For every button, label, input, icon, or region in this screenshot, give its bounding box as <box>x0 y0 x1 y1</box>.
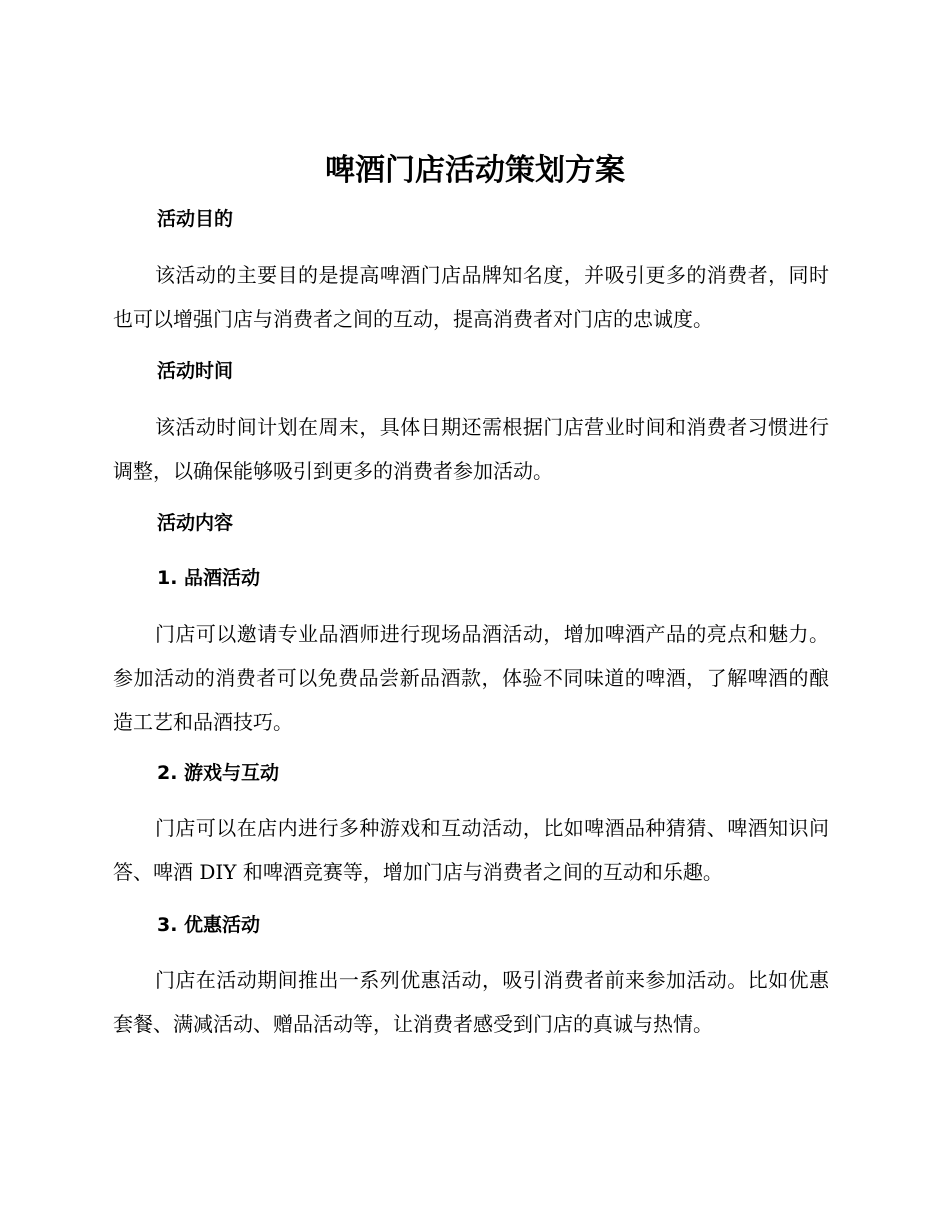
section-heading-purpose: 活动目的 <box>157 208 234 230</box>
section-paragraph-time: 该活动时间计划在周末，具体日期还需根据门店营业时间和消费者习惯进行调整，以确保能够吸引到更多的消费者参加活动。 <box>113 415 829 483</box>
section-heading-games: 2. 游戏与互动 <box>157 762 280 784</box>
document-title: 啤酒门店活动策划方案 <box>325 153 625 188</box>
section-heading-time: 活动时间 <box>157 360 234 382</box>
section-heading-tasting: 1. 品酒活动 <box>157 567 261 589</box>
section-paragraph-purpose: 该活动的主要目的是提高啤酒门店品牌知名度，并吸引更多的消费者，同时也可以增强门店与消费者之间的互动，提高消费者对门店的忠诚度。 <box>113 263 829 331</box>
section-paragraph-discounts: 门店在活动期间推出一系列优惠活动，吸引消费者前来参加活动。比如优惠套餐、满减活动、赠品活动等，让消费者感受到门店的真诚与热情。 <box>113 968 829 1036</box>
section-paragraph-games: 门店可以在店内进行多种游戏和互动活动，比如啤酒品种猜猜、啤酒知识问答、啤酒 DIY 和啤酒竞赛等，增加门店与消费者之间的互动和乐趣。 <box>113 816 829 884</box>
section-heading-discounts: 3. 优惠活动 <box>157 914 261 936</box>
section-heading-content: 活动内容 <box>157 512 234 534</box>
section-paragraph-tasting: 门店可以邀请专业品酒师进行现场品酒活动，增加啤酒产品的亮点和魅力。参加活动的消费者可以免费品尝新品酒款，体验不同味道的啤酒，了解啤酒的酿造工艺和品酒技巧。 <box>113 622 829 734</box>
